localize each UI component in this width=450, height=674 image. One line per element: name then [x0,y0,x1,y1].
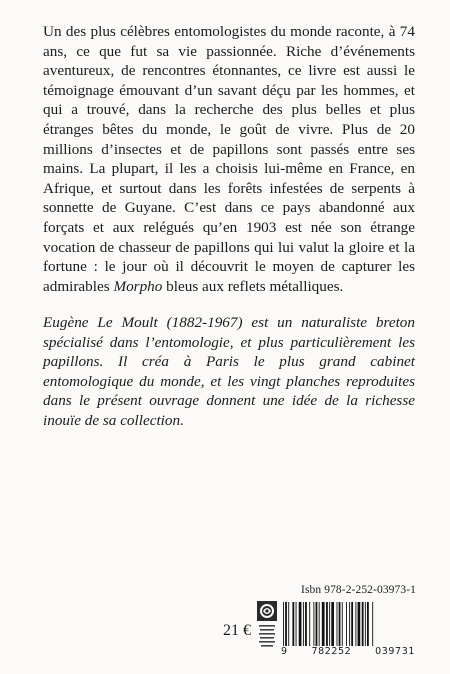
isbn-label: Isbn 978-2-252-03973-1 [301,584,416,596]
price-label: 21 € [223,622,251,639]
bio-text: Eugène Le Moult (1882-1967) est un naturaliste breton spécialisé dans l’entomologie, et plus particulièrement les papillons. Il créa à Paris le plus grand cabinet entomologique du monde, et les vingt planches reproduites dans le présent ouvrage donnent une idée de la richesse inouïe de sa collection. [43,314,415,429]
barcode-digit-group-3: 039731 [375,646,415,657]
barcode-digits [281,646,415,657]
blurb-text-2: bleus aux reflets métalliques. [162,277,344,295]
publisher-logo-icon [256,601,278,659]
barcode-digit-group-2: 782252 [311,646,352,657]
blurb-paragraph [43,22,415,296]
blurb-text-1: Un des plus célèbres entomologistes du monde raconte, à 74 ans, ce que fut sa vie passionnée. Riche d’événements aventureux, de rencontres étonnantes, ce livre est aussi le témoignage émouvant d’un savant déçu par les hommes, et qui a trouvé, dans la recherche des plus belles et plus étranges bêtes du monde, le goût de vivre. Plus de 20 millions d’insectes et de papillons sont passés entre ses mains. La plupart, il les a choisis lui-même en France, en Afrique, et surtout dans les forêts infestées de serpents à sonnette de Guyane. C’est dans ce pays abandonné aux forçats et aux relégués qu’en 1903 est née son étrange vocation de chasseur de papillons qui lui valut la gloire et la fortune : le jour où il découvrit le moyen de capturer les admirables [43,23,415,295]
author-bio-paragraph [43,313,415,431]
blurb-italic-morpho: Morpho [113,277,163,295]
barcode-icon [281,602,415,648]
barcode-digit-group-1: 9 [281,646,288,657]
